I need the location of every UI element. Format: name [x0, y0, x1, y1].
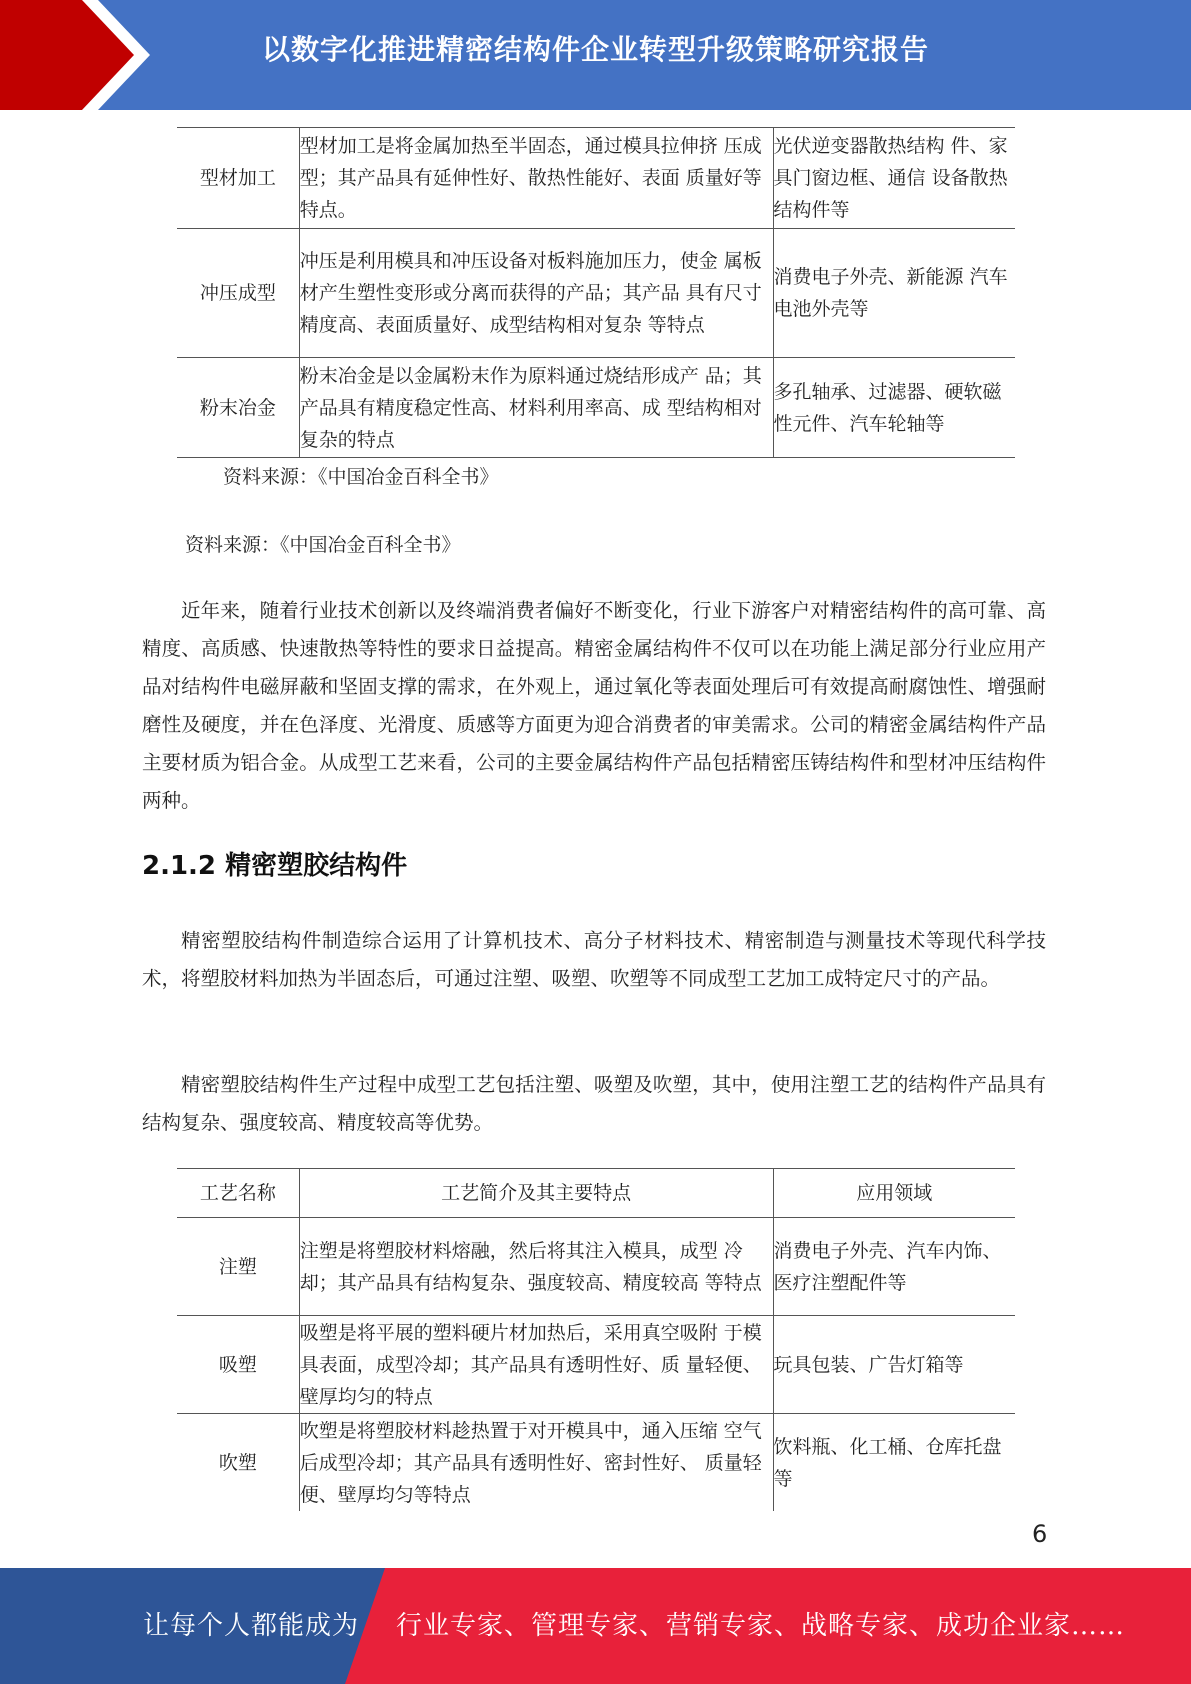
application-cell: 饮料瓶、化工桶、仓库托盘等 [773, 1414, 1015, 1512]
body-paragraph: 精密塑胶结构件生产过程中成型工艺包括注塑、吸塑及吹塑，其中，使用注塑工艺的结构件产品具有结构复杂、强度较高、精度较高等优势。 [142, 1073, 1046, 1134]
footer-slogan-left: 让每个人都能成为 [143, 1611, 360, 1641]
table-row [177, 229, 1015, 358]
process-name-cell: 注塑 [177, 1218, 299, 1316]
column-header: 应用领域 [773, 1169, 1015, 1218]
table-row [177, 1316, 1015, 1414]
application-cell: 消费电子外壳、新能源 汽车电池外壳等 [773, 229, 1015, 358]
header-title: 以数字化推进精密结构件企业转型升级策略研究报告 [262, 33, 930, 66]
page-number: 6 [1032, 1520, 1048, 1548]
plastic-process-table [177, 1168, 1015, 1511]
process-desc-cell: 注塑是将塑胶材料熔融，然后将其注入模具，成型 冷却；其产品具有结构复杂、强度较高、精度较高 等特点 [299, 1218, 773, 1316]
table-source-note: 资料来源：《中国冶金百科全书》 [223, 466, 499, 488]
table-row [177, 358, 1015, 458]
process-name-cell: 冲压成型 [177, 229, 299, 358]
table-row [177, 128, 1015, 229]
process-name-cell: 吹塑 [177, 1414, 299, 1512]
footer-slogan-right: 行业专家、管理专家、营销专家、战略专家、成功企业家…… [396, 1611, 1126, 1641]
process-desc-cell: 粉末冶金是以金属粉末作为原料通过烧结形成产 品；其产品具有精度稳定性高、材料利用率高、成 型结构相对复杂的特点 [299, 358, 773, 458]
application-cell: 多孔轴承、过滤器、硬软磁性元件、汽车轮轴等 [773, 358, 1015, 458]
process-desc-cell: 冲压是利用模具和冲压设备对板料施加压力，使金 属板材产生塑性变形或分离而获得的产品；其产品 具有尺寸精度高、表面质量好、成型结构相对复杂 等特点 [299, 229, 773, 358]
application-cell: 玩具包装、广告灯箱等 [773, 1316, 1015, 1414]
page-footer [0, 1568, 1191, 1684]
table-row [177, 1218, 1015, 1316]
column-header: 工艺名称 [177, 1169, 299, 1218]
page-header [0, 0, 1191, 110]
column-header: 工艺简介及其主要特点 [299, 1169, 773, 1218]
application-cell: 消费电子外壳、汽车内饰、医疗注塑配件等 [773, 1218, 1015, 1316]
section-heading: 2.1.2 精密塑胶结构件 [142, 851, 408, 881]
body-paragraph: 近年来，随着行业技术创新以及终端消费者偏好不断变化，行业下游客户对精密结构件的高可靠、高精度、高质感、快速散热等特性的要求日益提高。精密金属结构件不仅可以在功能上满足部分行业应用产品对结构件电磁屏蔽和坚固支撑的需求，在外观上，通过氧化等表面处理后可有效提高耐腐蚀性、增强耐磨性及硬度，并在色泽度、光滑度、质感等方面更为迎合消费者的审美需求。公司的精密金属结构件产品主要材质为铝合金。从成型工艺来看，公司的主要金属结构件产品包括精密压铸结构件和型材冲压结构件两种。 [142, 599, 1046, 812]
process-desc-cell: 型材加工是将金属加热至半固态，通过模具拉伸挤 压成型；其产品具有延伸性好、散热性能好、表面 质量好等特点。 [299, 128, 773, 229]
table-row [177, 1414, 1015, 1512]
process-name-cell: 粉末冶金 [177, 358, 299, 458]
application-cell: 光伏逆变器散热结构 件、家具门窗边框、通信 设备散热结构件等 [773, 128, 1015, 229]
metal-process-table [177, 127, 1015, 458]
process-name-cell: 吸塑 [177, 1316, 299, 1414]
process-name-cell: 型材加工 [177, 128, 299, 229]
table-header-row [177, 1169, 1015, 1218]
source-note: 资料来源：《中国冶金百科全书》 [185, 534, 461, 556]
process-desc-cell: 吹塑是将塑胶材料趁热置于对开模具中，通入压缩 空气后成型冷却；其产品具有透明性好、密封性好、 质量轻便、壁厚均匀等特点 [299, 1414, 773, 1512]
body-paragraph: 精密塑胶结构件制造综合运用了计算机技术、高分子材料技术、精密制造与测量技术等现代科学技术，将塑胶材料加热为半固态后，可通过注塑、吸塑、吹塑等不同成型工艺加工成特定尺寸的产品。 [142, 929, 1046, 990]
process-desc-cell: 吸塑是将平展的塑料硬片材加热后，采用真空吸附 于模具表面，成型冷却；其产品具有透明性好、质 量轻便、壁厚均匀的特点 [299, 1316, 773, 1414]
